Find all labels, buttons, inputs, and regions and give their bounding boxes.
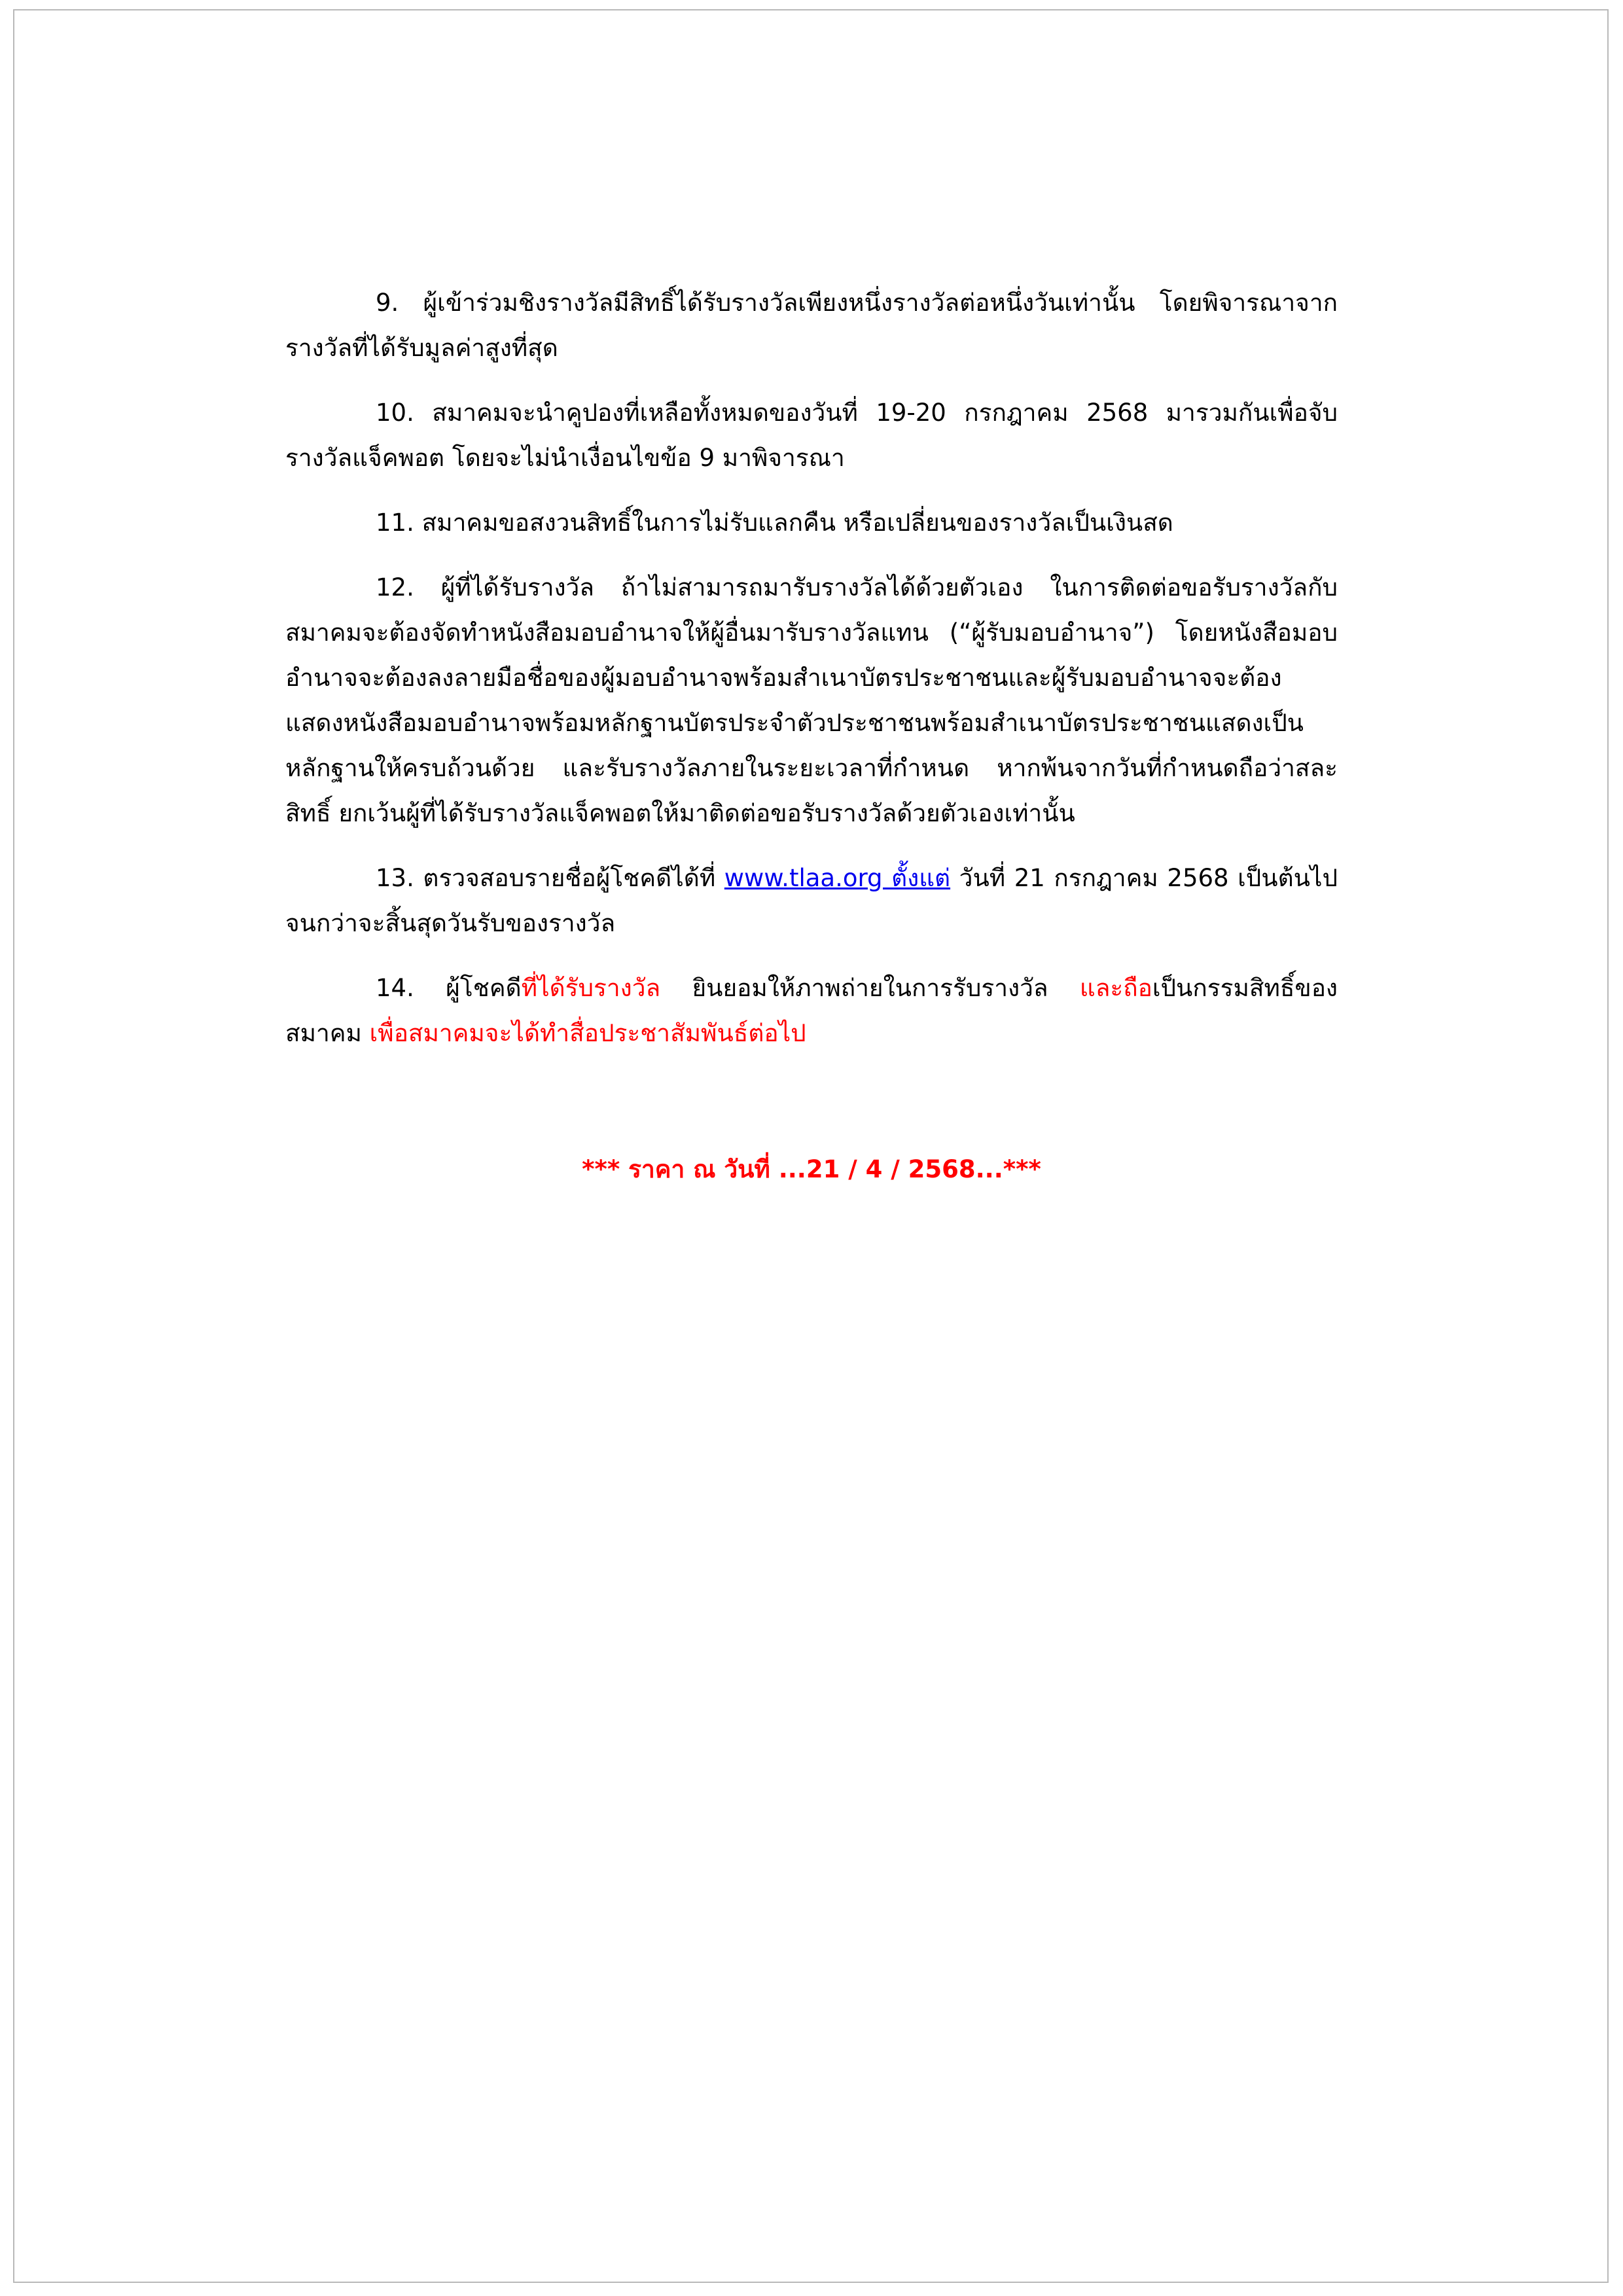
- item-13-text-after: วันที่ 21 กรกฎาคม 2568 เป็นต้นไป จนกว่าจะสิ้นสุดวันรับของรางวัล: [285, 864, 1338, 937]
- item-14-text-3: เป็นกรรมสิทธิ์ของสมาคม: [285, 974, 1338, 1047]
- item-9-text: 9. ผู้เข้าร่วมชิงรางวัลมีสิทธิ์ได้รับรางวัลเพียงหนึ่งรางวัลต่อหนึ่งวันเท่านั้น โดยพิจารณาจากรางวัลที่ได้รับมูลค่าสูงที่สุด: [285, 289, 1338, 362]
- document-body: [285, 280, 1338, 1075]
- price-date-note: *** ราคา ณ วันที่ ...21 / 4 / 2568...***: [582, 1155, 1041, 1183]
- item-10-text: 10. สมาคมจะนำคูปองที่เหลือทั้งหมดของวันที่ 19-20 กรกฎาคม 2568 มารวมกันเพื่อจับรางวัลแจ็คพอต โดยจะไม่นำเงื่อนไขข้อ 9 มาพิจารณา: [285, 399, 1338, 472]
- website-link[interactable]: www.tlaa.org ตั้งแต่: [724, 864, 951, 892]
- item-13: [285, 855, 1338, 946]
- item-13-text-before: 13. ตรวจสอบรายชื่อผู้โชคดีได้ที่: [376, 864, 724, 892]
- item-12: [285, 565, 1338, 836]
- item-12-text: 12. ผู้ที่ได้รับรางวัล ถ้าไม่สามารถมารับรางวัลได้ด้วยตัวเอง ในการติดต่อขอรับรางวัลกับสมาคมจะต้องจัดทำหนังสือมอบอำนาจให้ผู้อื่นมารับรางวัลแทน (“ผู้รับมอบอำนาจ”) โดยหนังสือมอบอำนาจจะต้องลงลายมือชื่อของผู้มอบอำนาจพร้อมสำเนาบัตรประชาชนและผู้รับมอบอำนาจจะต้องแสดงหนังสือมอบอำนาจพร้อมหลักฐานบัตรประจำตัวประชาชนพร้อมสำเนาบัตรประชาชนแสดงเป็นหลักฐานให้ครบถ้วนด้วย และรับรางวัลภายในระยะเวลาที่กำหนด หากพ้นจากวันที่กำหนดถือว่าสละสิทธิ์ ยกเว้นผู้ที่ได้รับรางวัลแจ็คพอตให้มาติดต่อขอรับรางวัลด้วยตัวเองเท่านั้น: [285, 573, 1338, 827]
- item-10: [285, 390, 1338, 480]
- item-14-emphasis-3: เพื่อสมาคมจะได้ทำสื่อประชาสัมพันธ์ต่อไป: [369, 1019, 806, 1047]
- item-14-emphasis-2: และถือ: [1079, 974, 1152, 1002]
- item-14: [285, 965, 1338, 1056]
- item-14-text-2: ยินยอมให้ภาพถ่ายในการรับรางวัล: [660, 974, 1080, 1002]
- item-9: [285, 280, 1338, 370]
- item-14-emphasis-1: ที่ได้รับรางวัล: [521, 974, 661, 1002]
- item-14-text-1: 14. ผู้โชคดี: [376, 974, 522, 1002]
- item-11: [285, 500, 1338, 545]
- item-11-text: 11. สมาคมขอสงวนสิทธิ์ในการไม่รับแลกคืน หรือเปลี่ยนของรางวัลเป็นเงินสด: [376, 509, 1173, 537]
